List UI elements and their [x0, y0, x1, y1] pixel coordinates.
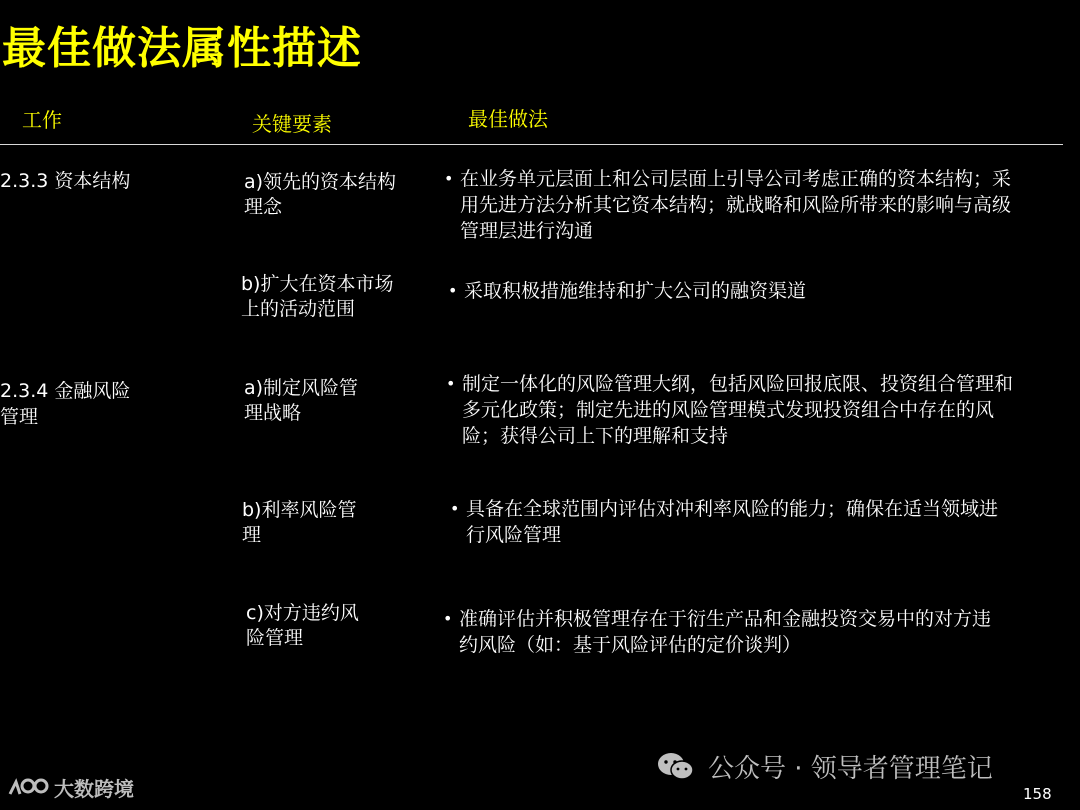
column-header-work: 工作 — [22, 108, 62, 132]
best-practice-item — [444, 166, 1018, 244]
brand-logo-icon — [6, 772, 50, 802]
key-element-capital-market-scope: b)扩大在资本市场上的活动范围 — [241, 273, 394, 320]
brand-watermark-text: 大数跨境 — [54, 776, 134, 801]
bullet-dot: • — [444, 169, 454, 188]
bullet-dot: • — [448, 281, 458, 300]
brand-watermark — [6, 772, 134, 802]
bullet-dot: • — [446, 374, 456, 393]
wechat-watermark-text: 公众号 · 领导者管理笔记 — [708, 754, 993, 784]
key-element-interest-rate-risk: b)利率风险管理 — [242, 499, 357, 546]
section-label-financial-risk: 2.3.4 金融风险管理 — [0, 380, 131, 428]
section-label-capital-structure: 2.3.3 资本结构 — [0, 170, 131, 192]
bullet-dot: • — [443, 609, 453, 628]
best-practice-text: 在业务单元层面上和公司层面上引导公司考虑正确的资本结构；采用先进方法分析其它资本结构；就战略和风险所带来的影响与高级管理层进行沟通 — [460, 168, 1012, 242]
best-practice-text: 准确评估并积极管理存在于衍生产品和金融投资交易中的对方违约风险（如：基于风险评估的定价谈判） — [459, 608, 992, 656]
best-practice-item — [448, 278, 1018, 304]
best-practice-text: 具备在全球范围内评估对冲利率风险的能力；确保在适当领域进行风险管理 — [466, 498, 999, 546]
best-practice-item — [443, 606, 1005, 658]
wechat-watermark — [656, 748, 993, 785]
header-divider — [0, 144, 1063, 145]
bullet-dot: • — [450, 499, 460, 518]
wechat-icon — [656, 751, 696, 783]
key-element-counterparty-risk: c)对方违约风险管理 — [246, 602, 359, 649]
key-element-capital-structure-concept: a)领先的资本结构理念 — [244, 171, 397, 218]
column-header-best-practice: 最佳做法 — [468, 107, 548, 131]
best-practice-item — [450, 496, 1012, 548]
best-practice-text: 制定一体化的风险管理大纲，包括风险回报底限、投资组合管理和多元化政策；制定先进的风险管理模式发现投资组合中存在的风险；获得公司上下的理解和支持 — [462, 373, 1014, 447]
best-practice-item — [446, 371, 1024, 449]
page-number: 158 — [1023, 785, 1052, 803]
column-header-key-elements: 关键要素 — [252, 112, 332, 136]
best-practice-text: 采取积极措施维持和扩大公司的融资渠道 — [464, 280, 807, 302]
page-title: 最佳做法属性描述 — [2, 23, 362, 74]
key-element-risk-strategy: a)制定风险管理战略 — [244, 377, 359, 424]
